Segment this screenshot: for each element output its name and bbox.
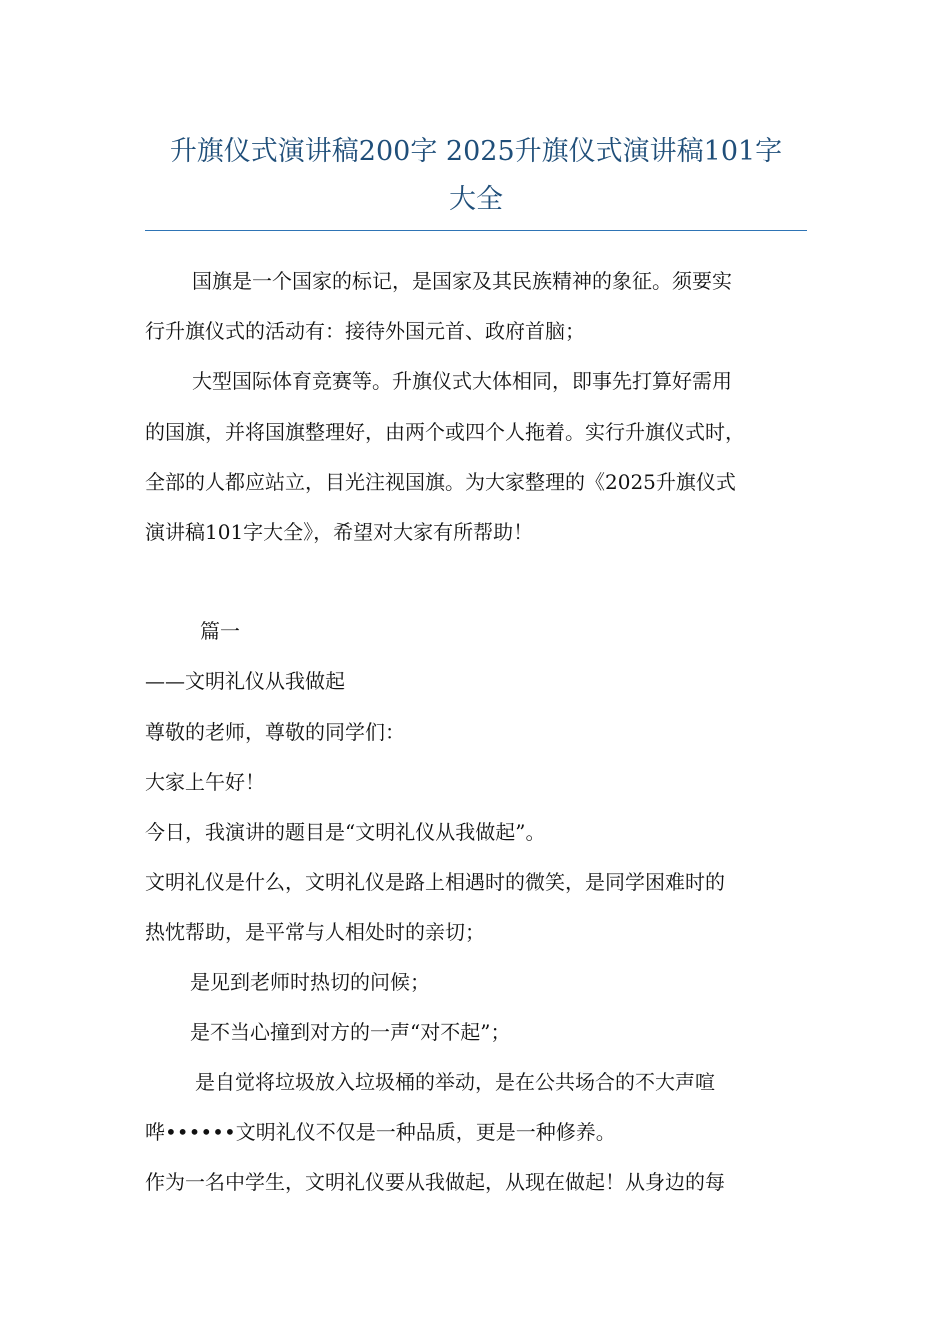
title-line-1: 升旗仪式演讲稿200字 2025升旗仪式演讲稿101字 <box>169 136 783 167</box>
title-line-2: 大全 <box>449 184 503 215</box>
speech-line: 大家上午好！ <box>145 770 265 794</box>
speech-line: 今日，我演讲的题目是“文明礼仪从我做起”。 <box>145 820 546 844</box>
speech-line: 哗••••••文明礼仪不仅是一种品质，更是一种修养。 <box>145 1120 616 1144</box>
speech-subtitle: ——文明礼仪从我做起 <box>145 669 345 693</box>
speech-line: 热忱帮助，是平常与人相处时的亲切； <box>145 920 485 944</box>
document-title <box>145 128 807 224</box>
intro-line: 演讲稿101字大全》，希望对大家有所帮助！ <box>145 520 534 544</box>
intro-line: 行升旗仪式的活动有：接待外国元首、政府首脑； <box>145 319 585 343</box>
speech-line: 是见到老师时热切的问候； <box>190 970 430 994</box>
intro-line: 国旗是一个国家的标记，是国家及其民族精神的象征。须要实 <box>192 269 732 293</box>
speech-line: 是不当心撞到对方的一声“对不起”； <box>190 1020 511 1044</box>
intro-line: 大型国际体育竞赛等。升旗仪式大体相同，即事先打算好需用 <box>192 369 732 393</box>
speech-line: 作为一名中学生，文明礼仪要从我做起，从现在做起！从身边的每 <box>145 1170 725 1194</box>
intro-line: 的国旗，并将国旗整理好，由两个或四个人拖着。实行升旗仪式时， <box>145 420 745 444</box>
title-divider <box>145 230 807 231</box>
speech-line: 尊敬的老师，尊敬的同学们： <box>145 720 405 744</box>
speech-line: 文明礼仪是什么，文明礼仪是路上相遇时的微笑，是同学困难时的 <box>145 870 725 894</box>
intro-line: 全部的人都应站立，目光注视国旗。为大家整理的《2025升旗仪式 <box>145 470 736 494</box>
section-heading: 篇一 <box>200 619 240 643</box>
speech-line: 是自觉将垃圾放入垃圾桶的举动，是在公共场合的不大声喧 <box>195 1070 715 1094</box>
